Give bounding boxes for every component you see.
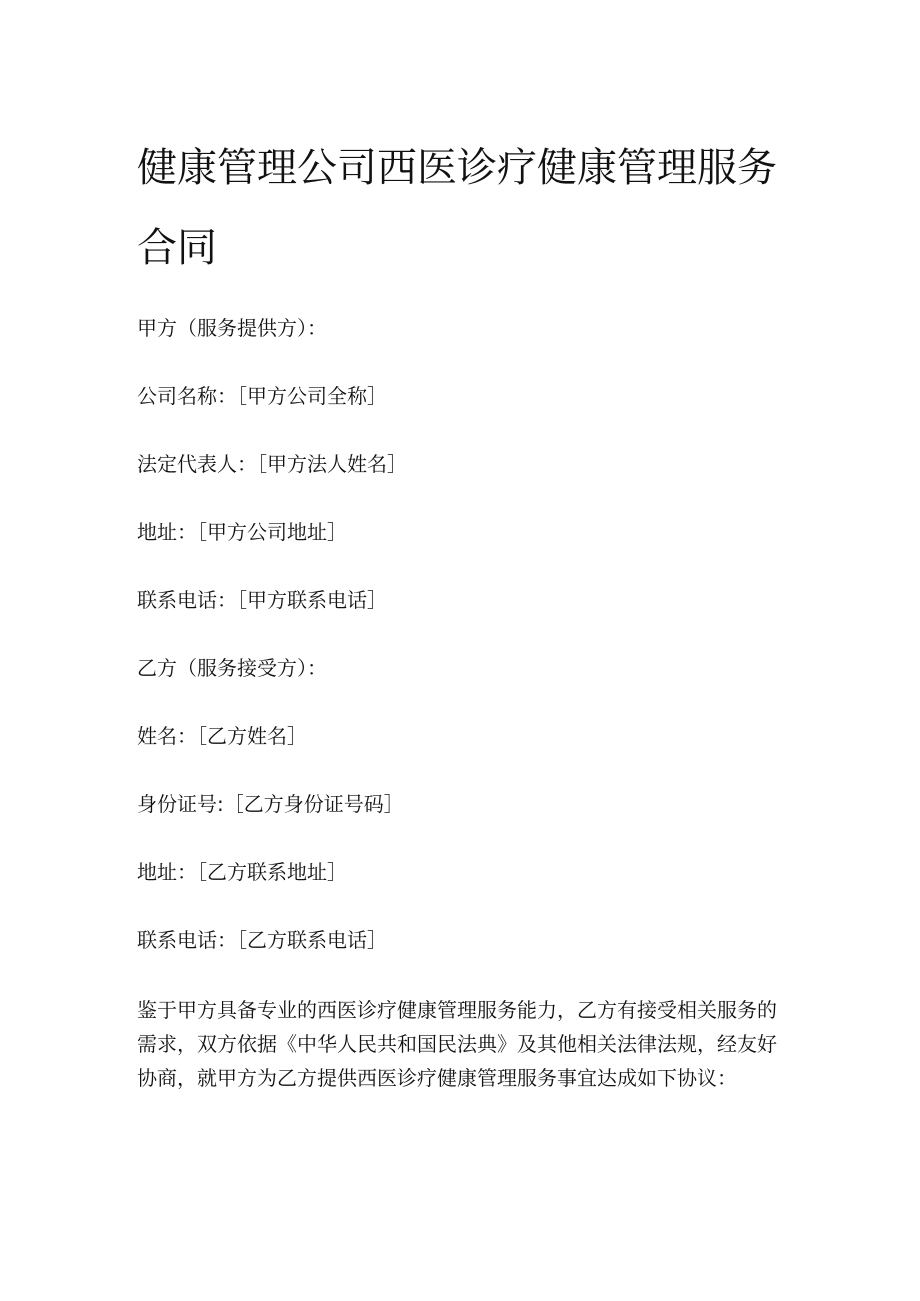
party-b-heading: 乙方（服务接受方）：: [137, 656, 327, 680]
party-a-company-name: 公司名称：［甲方公司全称］: [137, 384, 387, 408]
party-a-legal-representative: 法定代表人：［甲方法人姓名］: [137, 452, 407, 476]
preamble-line: 需求，双方依据《中华人民共和国民法典》及其他相关法律法规，经友好: [137, 1032, 777, 1056]
party-b-address: 地址：［乙方联系地址］: [137, 860, 347, 884]
party-a-heading: 甲方（服务提供方）：: [137, 316, 327, 340]
document-title: 健康管理公司西医诊疗健康管理服务合同: [137, 145, 777, 271]
party-b-phone: 联系电话：［乙方联系电话］: [137, 928, 387, 952]
preamble-line: 协商，就甲方为乙方提供西医诊疗健康管理服务事宜达成如下协议：: [137, 1066, 737, 1090]
party-a-address: 地址：［甲方公司地址］: [137, 520, 347, 544]
party-b-name: 姓名：［乙方姓名］: [137, 724, 307, 748]
party-b-id-number: 身份证号:［乙方身份证号码］: [137, 792, 404, 816]
party-a-phone: 联系电话：［甲方联系电话］: [137, 588, 387, 612]
preamble-paragraph: [137, 993, 787, 1095]
preamble-line: 鉴于甲方具备专业的西医诊疗健康管理服务能力，乙方有接受相关服务的: [137, 998, 777, 1022]
